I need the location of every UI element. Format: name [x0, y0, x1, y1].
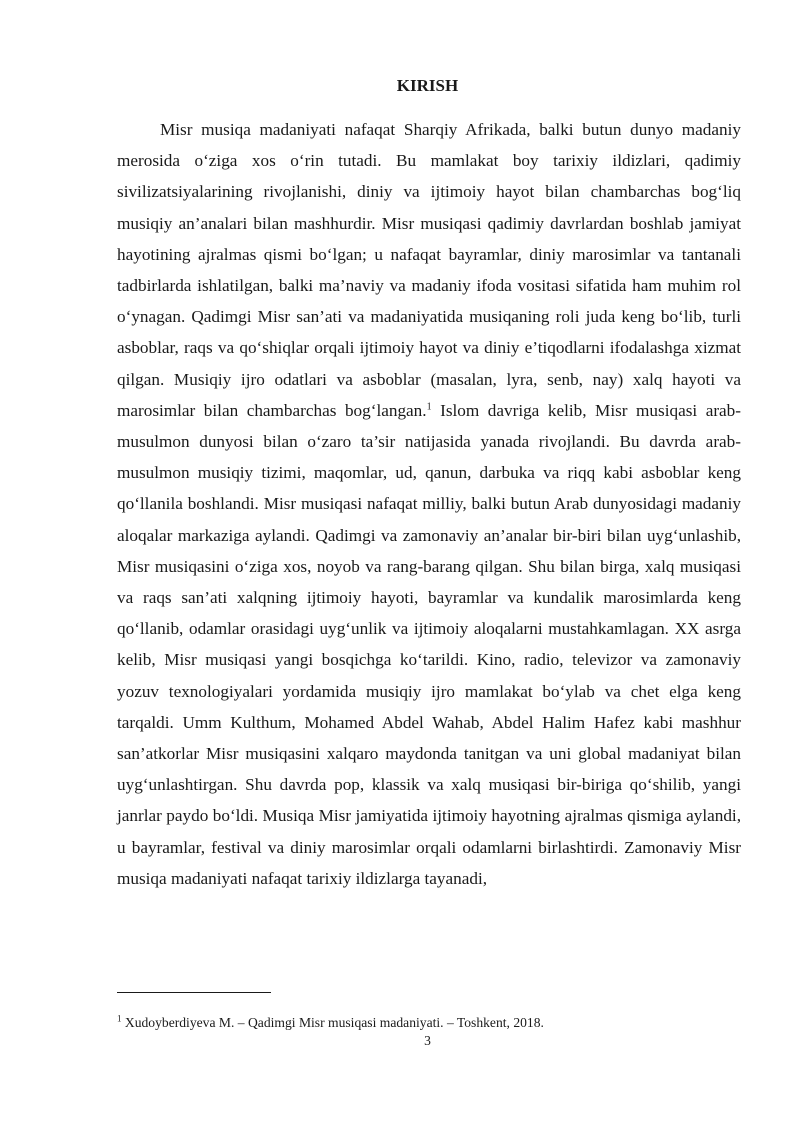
- footnote-number: 1: [117, 1013, 122, 1024]
- footnote-reference: 1: [426, 401, 432, 413]
- paragraph-text-part2: Islom davriga kelib, Misr musiqasi arab-musulmon dunyosi bilan o‘zaro ta’sir natijasida yanada rivojlandi. Bu davrda arab-musulmon musiqiy tizimi, maqomlar, ud, qanun, darbuka va riqq kabi asboblar keng qo‘llanila boshlandi. Misr musiqasi nafaqat milliy, balki butun Arab dunyosidagi madaniy aloqalar markaziga aylandi. Qadimgi va zamonaviy an’analar bir-biri bilan uyg‘unlashib, Misr musiqasini o‘ziga xos, noyob va rang-barang qilgan. Shu bilan birga, xalq musiqasi va raqs san’ati xalqning ijtimoiy hayoti, bayramlar va kundalik marosimlarda keng qo‘llanib, odamlar orasidagi uyg‘unlik va ijtimoiy aloqalarni mustahkamlagan. XX asrga kelib, Misr musiqasi yangi bosqichga ko‘tarildi. Kino, radio, televizor va zamonaviy yozuv texnologiyalari yordamida musiqiy ijro mamlakat bo‘ylab va chet elga keng tarqaldi. Umm Kulthum, Mohamed Abdel Wahab, Abdel Halim Hafez kabi mashhur san’atkorlar Misr musiqasini xalqaro maydonda tanitgan va uni global madaniyat bilan uyg‘unlashtirgan. Shu davrda pop, klassik va xalq musiqasi bir-biriga qo‘shilib, yangi janrlar paydo bo‘ldi. Musiqa Misr jamiyatida ijtimoiy hayotning ajralmas qismiga aylandi, u bayramlar, festival va diniy marosimlar orqali odamlarni birlashtirdi. Zamonaviy Misr musiqa madaniyati nafaqat tarixiy ildizlarga tayanadi,: [117, 400, 741, 888]
- body-paragraph: [117, 114, 741, 894]
- paragraph-text-part1: Misr musiqa madaniyati nafaqat Sharqiy Afrikada, balki butun dunyo madaniy merosida o‘ziga xos o‘rin tutadi. Bu mamlakat boy tarixiy ildizlari, qadimiy sivilizatsiyalarining rivojlanishi, diniy va ijtimoiy hayot bilan chambarchas bog‘liq musiqiy an’analari bilan mashhurdir. Misr musiqasi qadimiy davrlardan boshlab jamiyat hayotining ajralmas qismi bo‘lgan; u nafaqat bayramlar, diniy marosimlar va tantanali tadbirlarda ishlatilgan, balki ma’naviy va madaniy ifoda vositasi sifatida ham muhim rol o‘ynagan. Qadimgi Misr san’ati va madaniyatida musiqaning roli juda keng bo‘lib, turli asboblar, raqs va qo‘shiqlar orqali ijtimoiy hayot va diniy e’tiqodlarni ifodalashga xizmat qilgan. Musiqiy ijro odatlari va asboblar (masalan, lyra, senb, nay) xalq hayoti va marosimlar bilan chambarchas bog‘langan.: [117, 120, 741, 420]
- page-number: 3: [424, 1033, 431, 1048]
- section-heading: KIRISH: [396, 76, 459, 95]
- footnote: [117, 1014, 741, 1032]
- footnote-text: Xudoyberdiyeva M. – Qadimgi Misr musiqasi madaniyati. – Toshkent, 2018.: [121, 1015, 544, 1030]
- footnote-separator: [117, 992, 271, 993]
